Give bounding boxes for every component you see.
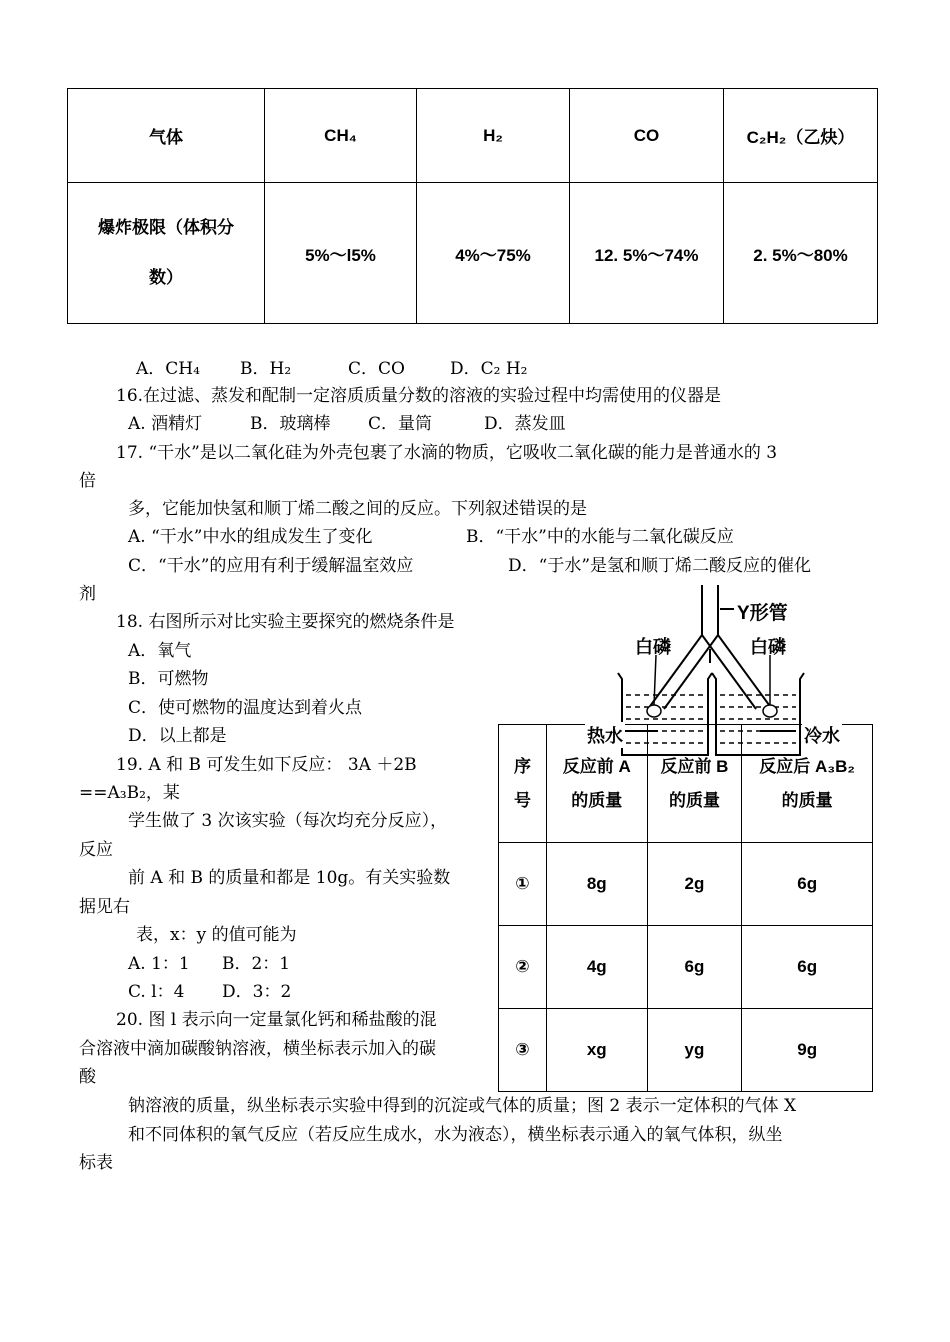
t2-row1-a: 8g [546,843,647,926]
t2-row3-a3b2: 9g [742,1009,873,1092]
q16-option-c: C．量筒 [368,414,433,434]
t2-row2-a3b2: 6g [742,926,873,1009]
q17-stem-line1b: 倍 [79,471,96,491]
q17-stem-line2: 多，它能加快氢和顺丁烯二酸之间的反应。下列叙述错误的是 [128,499,587,519]
t2-row1-b: 2g [647,843,742,926]
q18-stem: 18. 右图所示对比实验主要探究的燃烧条件是 [116,612,455,632]
t2-header-no-l2: 号 [513,790,531,810]
t1-value-co: 12. 5%～74% [570,183,724,324]
q20-line4b: 标表 [79,1153,113,1173]
t2-header-b-before-l1: 反应前 B [660,756,729,776]
q18-option-b: B．可燃物 [128,669,209,689]
q15-option-a: A．CH₄ [136,359,200,379]
q16-stem: 16.在过滤、蒸发和配制一定溶质质量分数的溶液的实验过程中均需使用的仪器是 [116,386,722,406]
t1-value-ch4: 5%～l5% [265,183,417,324]
q17-option-d: D．“于水”是氢和顺丁烯二酸反应的催化 [508,556,812,576]
experiment-data-table [498,724,873,1092]
q19-option-d: D．3：2 [222,982,292,1002]
t1-header-gas: 气体 [68,89,265,183]
t2-header-no [499,725,547,843]
figure-label-cold-water: 冷水 [802,722,842,748]
q16-option-d: D．蒸发皿 [484,414,566,434]
q18-option-c: C．使可燃物的温度达到着火点 [128,698,363,718]
t1-header-ch4: CH₄ [265,89,417,183]
figure-label-white-p-right: 白磷 [750,637,786,657]
t2-row2-no: ② [499,926,547,1009]
t2-header-a-before-l2: 的质量 [571,790,623,810]
t2-header-b-before [647,725,742,843]
q20-line4: 和不同体积的氧气反应（若反应生成水，水为液态），横坐标表示通入的氧气体积，纵坐 [128,1125,783,1145]
q19-option-c: C. l：4 [128,982,185,1002]
q16-option-a: A. 酒精灯 [128,414,203,434]
q19-option-b: B．2：1 [222,954,291,974]
t2-row1-no: ① [499,843,547,926]
t1-header-h2: H₂ [417,89,570,183]
t1-row-label [68,183,265,324]
q16-option-b: B．玻璃棒 [250,414,331,434]
t2-header-no-l1: 序 [513,756,531,776]
q17-option-b: B．“干水”中的水能与二氧化碳反应 [466,527,734,547]
figure-label-hot-water: 热水 [585,722,625,748]
q18-option-a: A．氧气 [128,641,192,661]
t2-row2-a: 4g [546,926,647,1009]
t2-row3-no: ③ [499,1009,547,1092]
t2-header-a3b2-after-l2: 的质量 [781,790,833,810]
figure-label-y-tube: Y形管 [737,603,788,624]
q19-line4b: 据见右 [79,897,130,917]
q19-line5: 表，x：y 的值可能为 [136,925,297,945]
q19-line3: 学生做了 3 次该实验（每次均充分反应）， [128,811,448,831]
t1-value-h2: 4%～75% [417,183,570,324]
explosion-limit-table [67,88,878,324]
q15-option-b: B．H₂ [240,359,292,379]
q19-line1: 19. A 和 B 可发生如下反应： 3A ＋2B [116,755,417,775]
q20-line2: 合溶液中滴加碳酸钠溶液，横坐标表示加入的碳 [79,1039,436,1059]
q19-line2: ==A₃B₂，某 [79,783,180,803]
q20-line3: 钠溶液的质量，纵坐标表示实验中得到的沉淀或气体的质量；图 2 表示一定体积的气体 X [128,1096,797,1116]
q15-option-d: D．C₂ H₂ [450,359,528,379]
q17-option-a: A. “干水”中水的组成发生了变化 [128,527,373,547]
t1-header-co: CO [570,89,724,183]
t2-row3-b: yg [647,1009,742,1092]
t2-header-a-before-l1: 反应前 A [562,756,631,776]
t1-value-c2h2: 2. 5%～80% [724,183,878,324]
t1-row-label-line2: 数） [149,268,183,287]
t2-row1-a3b2: 6g [742,843,873,926]
q20-line2b: 酸 [79,1067,96,1087]
t1-header-c2h2: C₂H₂（乙炔） [724,89,878,183]
t2-row2-b: 6g [647,926,742,1009]
q17-stem-line1: 17. “干水”是以二氧化硅为外壳包裹了水滴的物质，它吸收二氧化碳的能力是普通水的 3 [116,443,778,463]
q19-line3b: 反应 [79,840,113,860]
q19-line4: 前 A 和 B 的质量和都是 10g。有关实验数 [128,868,451,888]
q17-option-d-cont: 剂 [79,584,96,604]
t2-header-a3b2-after-l1: 反应后 A₃B₂ [759,756,855,776]
q20-line1: 20. 图 l 表示向一定量氯化钙和稀盐酸的混 [116,1010,437,1030]
t2-header-b-before-l2: 的质量 [668,790,720,810]
q18-option-d: D．以上都是 [128,726,227,746]
q15-option-c: C．CO [348,359,405,379]
t1-row-label-line1: 爆炸极限（体积分 [98,218,234,237]
t2-row3-a: xg [546,1009,647,1092]
q19-option-a: A. 1：1 [128,954,190,974]
figure-label-white-p-left: 白磷 [635,637,671,657]
q17-option-c: C．“干水”的应用有利于缓解温室效应 [128,556,414,576]
